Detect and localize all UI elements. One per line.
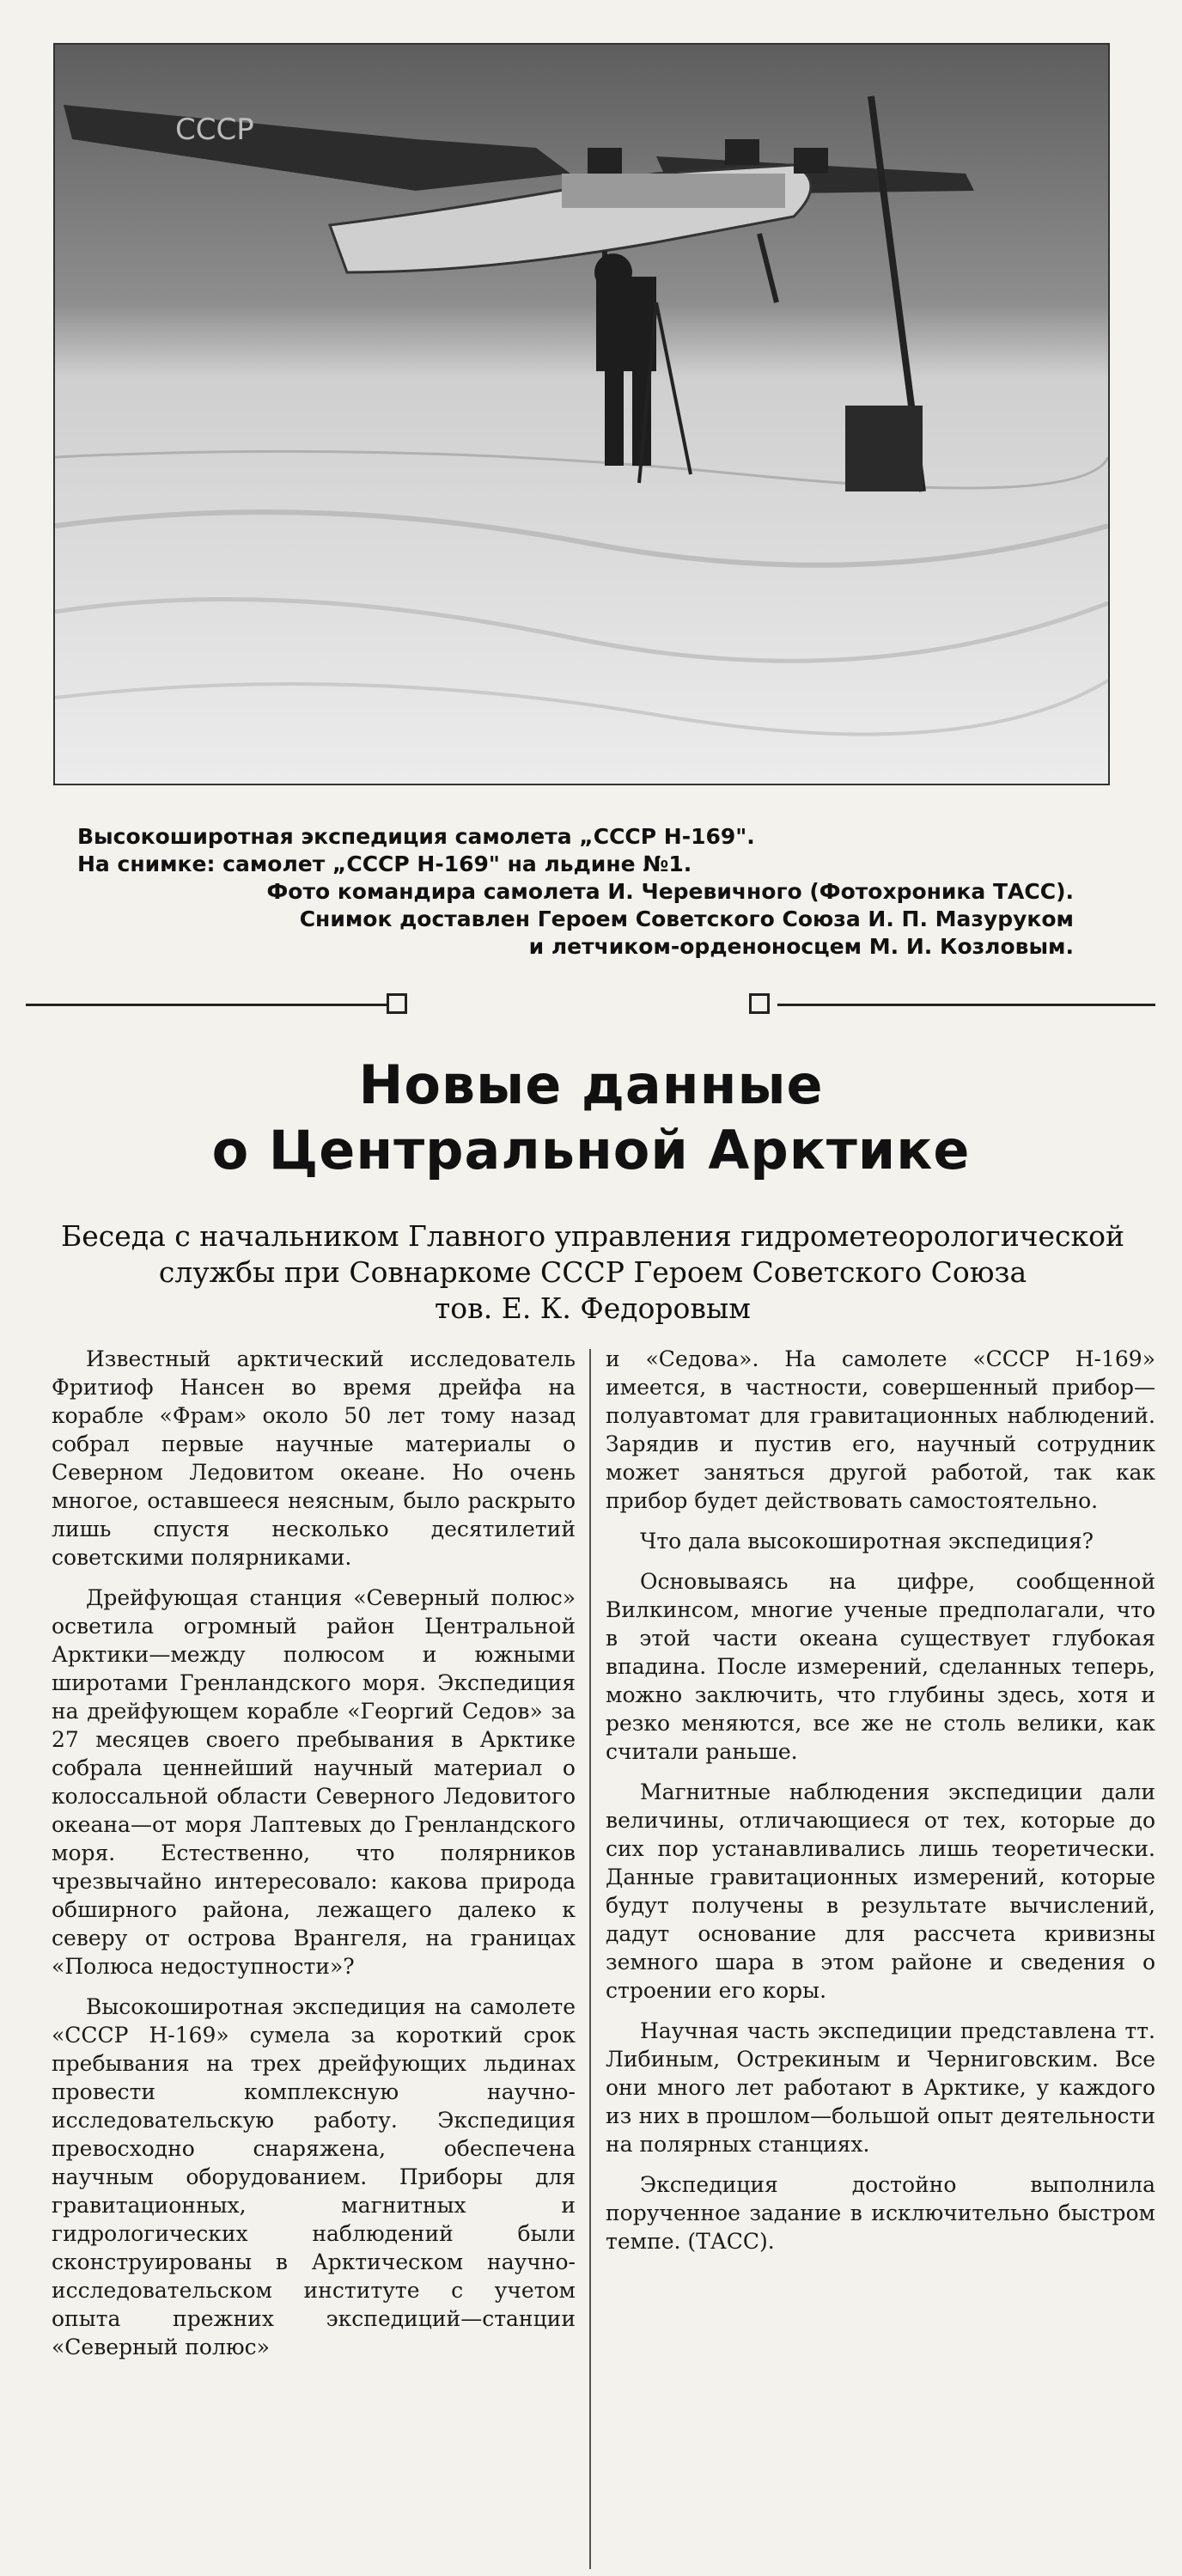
column-divider (589, 1349, 591, 2569)
article-subtitle-line-3: тов. Е. К. Федоровым (435, 1291, 751, 1325)
caption-line-1: Высокоширотная экспедиция самолета „СССР Н-169". (77, 824, 755, 849)
rule-ornament-left (387, 993, 407, 1014)
article-subtitle (26, 1218, 1160, 1327)
article-title-line-1: Новые данные (358, 1053, 824, 1116)
caption-line-3: Фото командира самолета И. Черевичного (Фотохроника ТАСС). (266, 879, 1074, 904)
paragraph: Экспедиция достойно выполнила порученное задание в исключительно быстром темпе. (ТАСС). (606, 2172, 1155, 2254)
paragraph: Дрейфующая станция «Северный полюс» осветила огромный район Центральной Арктики—между полюсом и южными широтами Гренландского моря. Экспедиция на дрейфующем корабле «Георгий Седов» за 27 месяцев своего пребывания в Арктике собрала ценнейший научный материал о колоссальной области Северного Ледовитого океана—от моря Лаптевых до Гренландского моря. Естественно, что полярников чрезвычайно интересовало: какова природа обширного района, лежащего далеко к северу от острова Врангеля, на границах «Полюса недоступности»? (52, 1585, 576, 1979)
section-rule-right (777, 1004, 1155, 1006)
article-subtitle-line-1: Беседа с начальником Главного управления гидрометеорологической (61, 1219, 1124, 1253)
caption-line-4: Снимок доставлен Героем Советского Союза И. П. Мазуруком (299, 906, 1074, 931)
paragraph: Основываясь на цифре, сообщенной Вилкинсом, многие ученые предполагали, что в этой части океана существует глубокая впадина. После измерений, сделанных теперь, можно заключить, что глубины здесь, хотя и резко меняются, все же не столь велики, как считали раньше. (606, 1569, 1155, 1764)
caption-line-5: и летчиком-орденоносцем М. И. Козловым. (528, 934, 1074, 959)
paragraph: и «Седова». На самолете «СССР Н-169» имеется, в частности, совершенный прибор—полуавтомат для гравитационных наблюдений. Зарядив и пустив его, научный сотрудник может заняться другой работой, так как прибор будет действовать самостоятельно. (606, 1346, 1155, 1513)
article-subtitle-line-2: службы при Совнаркоме СССР Героем Советского Союза (158, 1255, 1027, 1289)
caption-line-2-text: самолет „СССР Н-169" на льдине №1. (215, 852, 692, 876)
paragraph: Магнитные наблюдения экспедиции дали величины, отличающиеся от тех, которые до сих пор устанавливались лишь теоретически. Данные гравитационных измерений, которые будут получены в результате вычислений, дадут основание для рассчета кривизны земного шара в этом районе и сведения о строении его коры. (606, 1779, 1155, 2003)
caption-line-2 (77, 851, 1108, 878)
article-column-left (52, 1345, 576, 2373)
caption-label: На снимке: (77, 852, 216, 876)
rule-ornament-right (749, 993, 770, 1014)
section-rule-left (26, 1004, 395, 1006)
photo-caption (77, 823, 1108, 961)
paragraph: Высокоширотная экспедиция на самолете «СССР Н-169» сумела за короткий срок пребывания на трех дрейфующих льдинах провести комплексную научно-исследовательскую работу. Экспедиция превосходно снаряжена, обеспечена научным оборудованием. Приборы для гравитационных, магнитных и гидрологических наблюдений были сконструированы в Арктическом научно-исследовательском институте с учетом опыта прежних экспедиций—станции «Северный полюс» (52, 1994, 576, 2359)
article-column-right (606, 1345, 1155, 2268)
paragraph: Научная часть экспедиции представлена тт. Либиным, Острекиным и Черниговским. Все они много лет работают в Арктике, у каждого из них в прошлом—большой опыт деятельности на полярных станциях. (606, 2018, 1155, 2157)
paragraph: Известный арктический исследователь Фритиоф Нансен во время дрейфа на корабле «Фрам» около 50 лет тому назад собрал первые научные материалы о Северном Ледовитом океане. Но очень многое, оставшееся неясным, было раскрыто лишь спустя несколько десятилетий советскими полярниками. (52, 1346, 576, 1570)
paragraph: Что дала высокоширотная экспедиция? (640, 1529, 1094, 1554)
article-title-line-2: о Центральной Арктике (211, 1119, 971, 1181)
plane-on-ice-image (55, 45, 1108, 784)
plane-marking-text: СССР (175, 113, 254, 147)
expedition-photo (53, 43, 1110, 785)
article-title (0, 1053, 1182, 1183)
